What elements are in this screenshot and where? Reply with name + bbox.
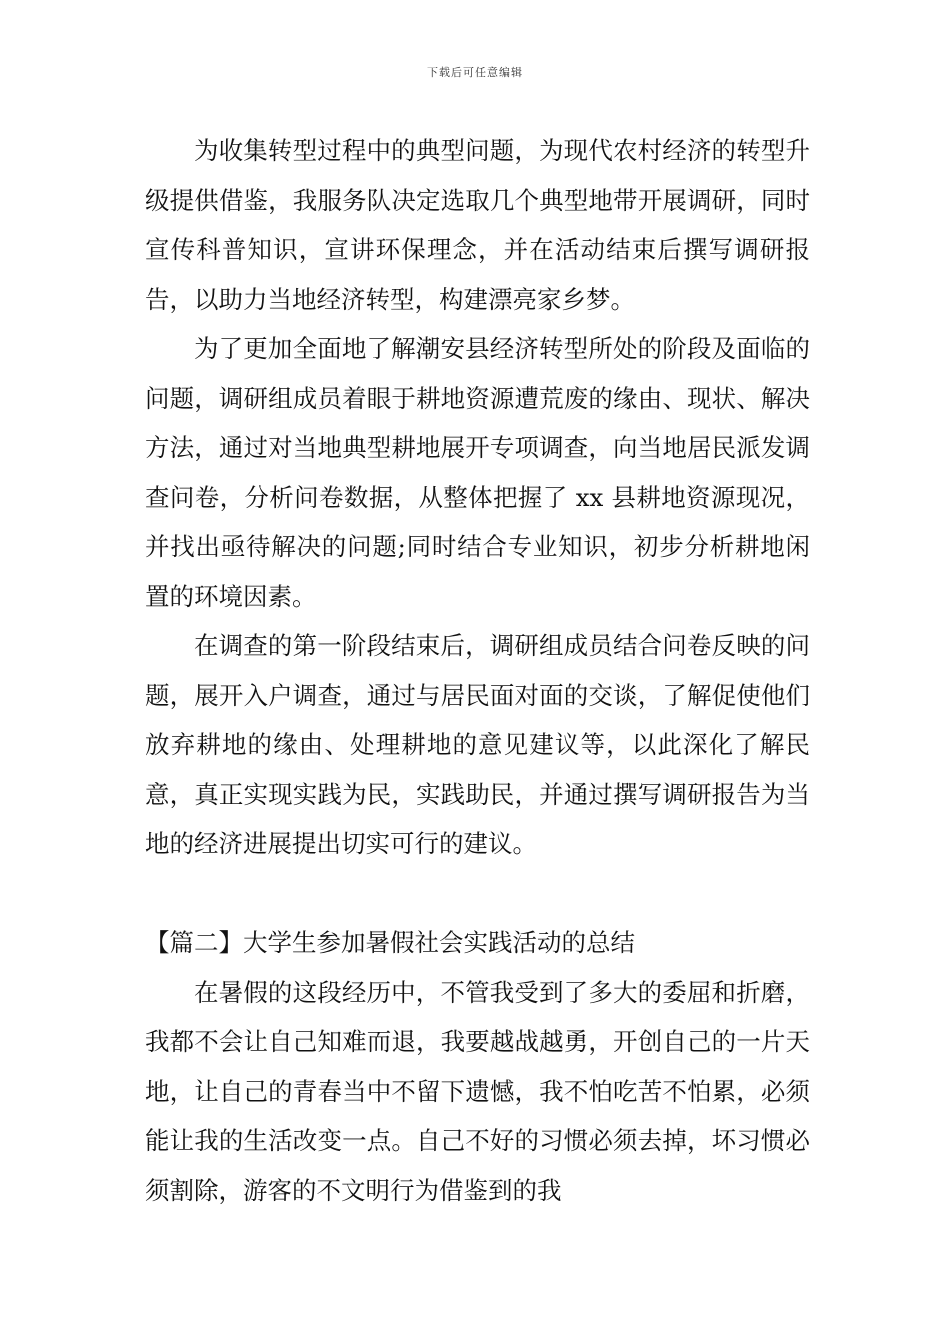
section-one-body — [145, 126, 810, 869]
section-two-paragraph: 在暑假的这段经历中，不管我受到了多大的委屈和折磨，我都不会让自己知难而退，我要越战越勇，开创自己的一片天地，让自己的青春当中不留下遗憾，我不怕吃苦不怕累，必须能让我的生活改变一点。自己不好的习惯必须去掉，坏习惯必须割除，游客的不文明行为借鉴到的我 — [145, 977, 810, 1205]
paragraph-2: 为了更加全面地了解潮安县经济转型所处的阶段及面临的问题，调研组成员着眼于耕地资源遭荒废的缘由、现状、解决方法，通过对当地典型耕地展开专项调查，向当地居民派发调查问卷，分析问卷数据，从整体把握了 xx 县耕地资源现况，并找出亟待解决的问题;同时结合专业知识，初步分析耕地闲置的环境因素。 — [145, 334, 810, 611]
section-heading: 【篇二】大学生参加暑假社会实践活动的总结 — [145, 928, 635, 957]
header-note: 下载后可任意编辑 — [427, 66, 523, 79]
paragraph-1: 为收集转型过程中的典型问题，为现代农村经济的转型升级提供借鉴，我服务队决定选取几个典型地带开展调研，同时宣传科普知识，宣讲环保理念，并在活动结束后撰写调研报告，以助力当地经济转型，构建漂亮家乡梦。 — [145, 136, 810, 314]
section-two-body — [145, 918, 810, 1215]
paragraph-3: 在调查的第一阶段结束后，调研组成员结合问卷反映的问题，展开入户调查，通过与居民面对面的交谈，了解促使他们放弃耕地的缘由、处理耕地的意见建议等，以此深化了解民意，真正实现实践为民，实践助民，并通过撰写调研报告为当地的经济进展提出切实可行的建议。 — [145, 631, 810, 858]
